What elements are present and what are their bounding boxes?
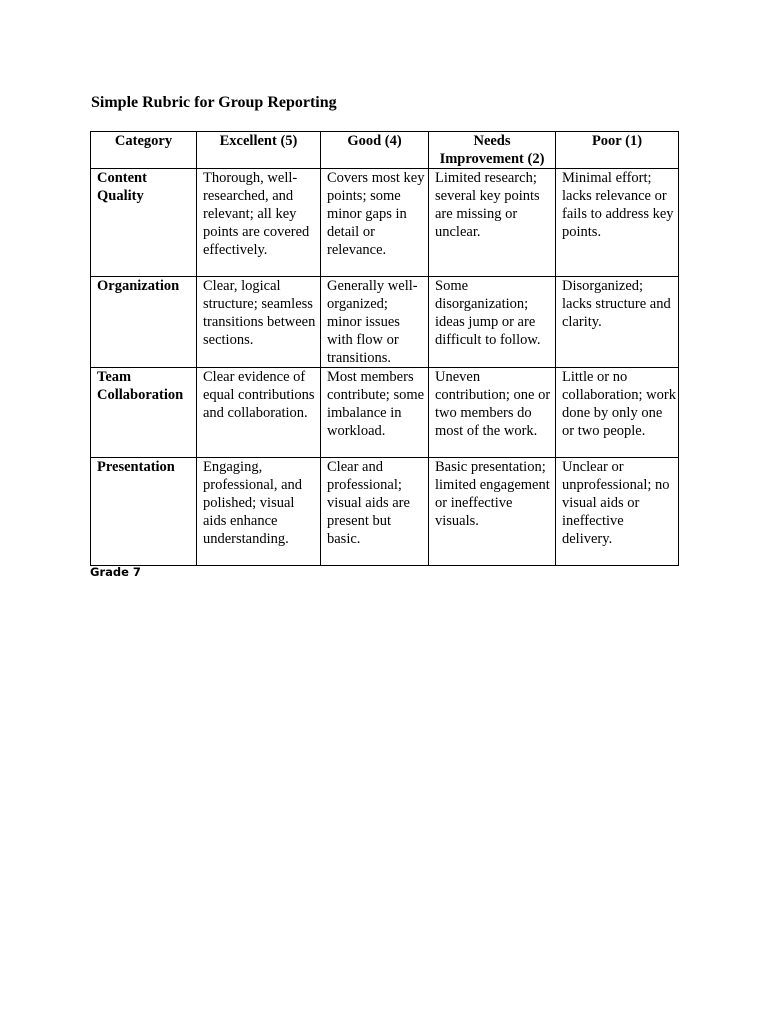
header-good: Good (4) bbox=[321, 132, 429, 169]
needs-improvement-cell: Some disorganization; ideas jump or are difficult to follow. bbox=[429, 277, 556, 368]
poor-cell: Little or no collaboration; work done by only one or two people. bbox=[556, 368, 679, 458]
good-cell: Clear and professional; visual aids are present but basic. bbox=[321, 458, 429, 566]
excellent-cell: Clear evidence of equal contributions and collaboration. bbox=[197, 368, 321, 458]
excellent-cell: Engaging, professional, and polished; visual aids enhance understanding. bbox=[197, 458, 321, 566]
rubric-row-presentation bbox=[91, 458, 679, 566]
good-cell: Generally well-organized; minor issues with flow or transitions. bbox=[321, 277, 429, 368]
poor-cell: Minimal effort; lacks relevance or fails to address key points. bbox=[556, 169, 679, 277]
good-cell: Covers most key points; some minor gaps in detail or relevance. bbox=[321, 169, 429, 277]
rubric-table bbox=[90, 131, 679, 566]
excellent-cell: Thorough, well-researched, and relevant; all key points are covered effectively. bbox=[197, 169, 321, 277]
rubric-row-organization bbox=[91, 277, 679, 368]
rubric-row-content-quality bbox=[91, 169, 679, 277]
grade-label: Grade 7 bbox=[90, 565, 141, 579]
needs-improvement-cell: Uneven contribution; one or two members do most of the work. bbox=[429, 368, 556, 458]
needs-improvement-cell: Limited research; several key points are missing or unclear. bbox=[429, 169, 556, 277]
needs-improvement-cell: Basic presentation; limited engagement or ineffective visuals. bbox=[429, 458, 556, 566]
category-cell: Organization bbox=[91, 277, 197, 368]
poor-cell: Disorganized; lacks structure and clarity. bbox=[556, 277, 679, 368]
rubric-row-team-collaboration bbox=[91, 368, 679, 458]
header-needs-improvement: Needs Improvement (2) bbox=[429, 132, 556, 169]
rubric-header-row bbox=[91, 132, 679, 169]
document-title: Simple Rubric for Group Reporting bbox=[91, 94, 337, 111]
header-excellent: Excellent (5) bbox=[197, 132, 321, 169]
poor-cell: Unclear or unprofessional; no visual aids or ineffective delivery. bbox=[556, 458, 679, 566]
category-cell: Presentation bbox=[91, 458, 197, 566]
header-category: Category bbox=[91, 132, 197, 169]
good-cell: Most members contribute; some imbalance in workload. bbox=[321, 368, 429, 458]
category-cell: Team Collaboration bbox=[91, 368, 197, 458]
category-cell: Content Quality bbox=[91, 169, 197, 277]
header-poor: Poor (1) bbox=[556, 132, 679, 169]
excellent-cell: Clear, logical structure; seamless transitions between sections. bbox=[197, 277, 321, 368]
